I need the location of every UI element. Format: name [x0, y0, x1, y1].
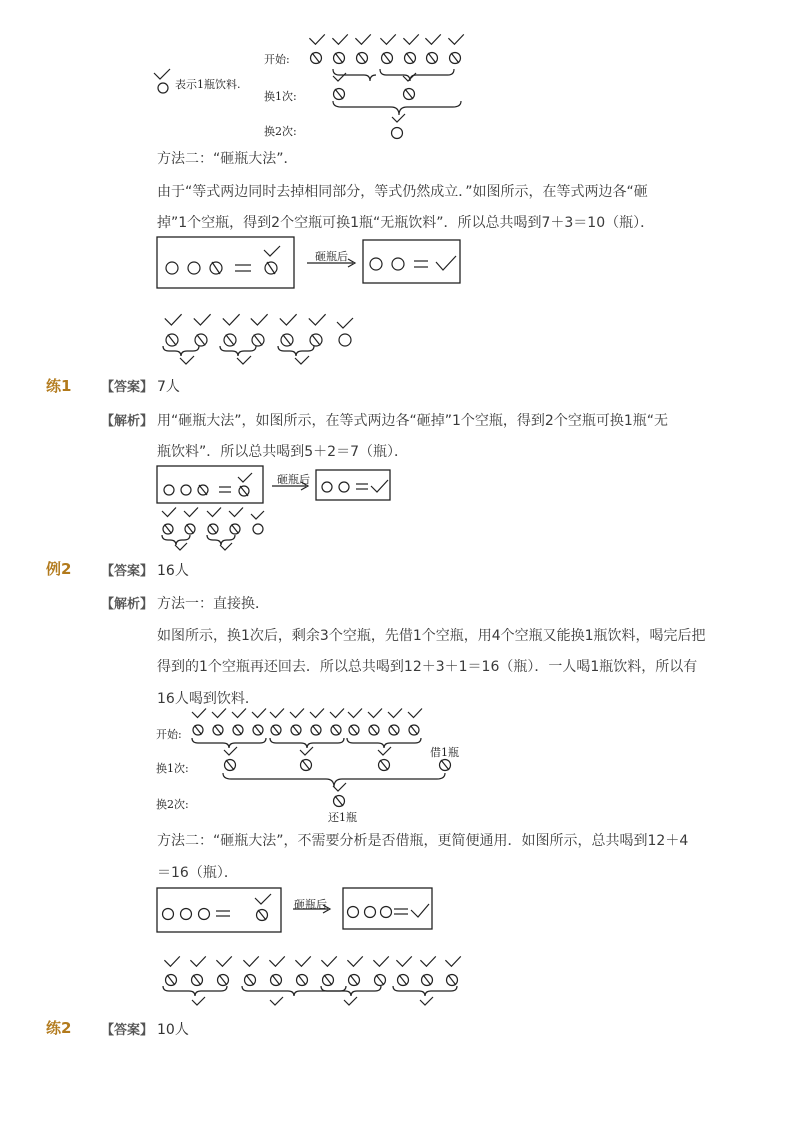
- example2-line3: 16人喝到饮料．: [157, 691, 259, 707]
- smash-label-3: 砸瓶后: [294, 898, 327, 911]
- check-icon: [373, 956, 388, 966]
- ex2-start-label: 开始:: [156, 728, 182, 741]
- example2-line1: 如图所示，换1次后，剩余3个空瓶，先借1个空瓶，用4个空瓶又能换1瓶饮料，喝完后把: [157, 628, 706, 644]
- bottle-slash: [423, 975, 431, 985]
- return-label: 还1瓶: [328, 811, 357, 824]
- example2-method2-line1: 方法二：“砸瓶大法”，不需要分析是否借瓶，更简便通用．如图所示，总共喝到12＋4: [157, 833, 689, 849]
- practice1-line1: 用“砸瓶大法”，如图所示，在等式两边各“砸掉”1个空瓶，得到2个空瓶可换1瓶“无: [157, 413, 668, 429]
- bottle-slash: [193, 975, 201, 985]
- bottle-slash: [376, 975, 384, 985]
- bottle-slash: [167, 975, 175, 985]
- example2-method2-line2: ＝16（瓶）．: [157, 865, 238, 881]
- example2-analysis-tag: 【解析】: [101, 597, 154, 612]
- ex2-swap2-label: 换2次:: [156, 798, 189, 811]
- check-icon: [190, 956, 205, 966]
- check-icon: [445, 956, 460, 966]
- method2-title: 方法二：“砸瓶大法”．: [157, 151, 298, 167]
- bottle-slash: [298, 975, 306, 985]
- example2-line2: 得到的1个空瓶再还回去．所以总共喝到12＋3＋1＝16（瓶）．一人喝1瓶饮料，所以有: [157, 659, 698, 675]
- bottle-slash: [350, 975, 358, 985]
- bottle-slash: [399, 975, 407, 985]
- bottle-slash: [324, 975, 332, 985]
- check-icon: [321, 956, 336, 966]
- bottle-slash: [246, 975, 254, 985]
- check-icon: [420, 956, 435, 966]
- practice2-label: 练2: [46, 1019, 72, 1037]
- smash-label-2: 砸瓶后: [277, 473, 310, 486]
- check-icon: [269, 956, 284, 966]
- swap2-label: 换2次:: [264, 125, 297, 138]
- example2-answer-tag: 【答案】: [101, 564, 154, 579]
- check-icon: [347, 956, 362, 966]
- practice1-line2: 瓶饮料”．所以总共喝到5＋2＝7（瓶）．: [157, 444, 408, 460]
- smash-label-1: 砸瓶后: [315, 250, 348, 263]
- example2-label: 例2: [46, 560, 72, 578]
- practice2-answer-tag: 【答案】: [101, 1023, 154, 1038]
- check-icon: [243, 956, 258, 966]
- check-icon: [164, 956, 179, 966]
- check-icon: [216, 956, 231, 966]
- ex2-swap1-label: 换1次:: [156, 762, 189, 775]
- practice2-answer: 10人: [157, 1022, 189, 1038]
- example2-answer: 16人: [157, 563, 189, 579]
- check-icon: [295, 956, 310, 966]
- practice1-label: 练1: [46, 377, 72, 395]
- practice1-answer-tag: 【答案】: [101, 380, 154, 395]
- example2-method1: 方法一：直接换．: [157, 596, 269, 612]
- borrow-label: 借1瓶: [430, 746, 459, 759]
- legend-text: 表示1瓶饮料.: [175, 78, 241, 91]
- start-label: 开始:: [264, 53, 290, 66]
- bottle-slash: [272, 975, 280, 985]
- practice1-analysis-tag: 【解析】: [101, 414, 154, 429]
- bottle-slash: [219, 975, 227, 985]
- method2-line2: 掉”1个空瓶，得到2个空瓶可换1瓶“无瓶饮料”．所以总共喝到7＋3＝10（瓶）．: [157, 215, 655, 231]
- check-icon: [396, 956, 411, 966]
- bottle-slash: [448, 975, 456, 985]
- method2-line1: 由于“等式两边同时去掉相同部分，等式仍然成立．”如图所示，在等式两边各“砸: [157, 184, 648, 200]
- swap1-label: 换1次:: [264, 90, 297, 103]
- practice1-answer: 7人: [157, 379, 180, 395]
